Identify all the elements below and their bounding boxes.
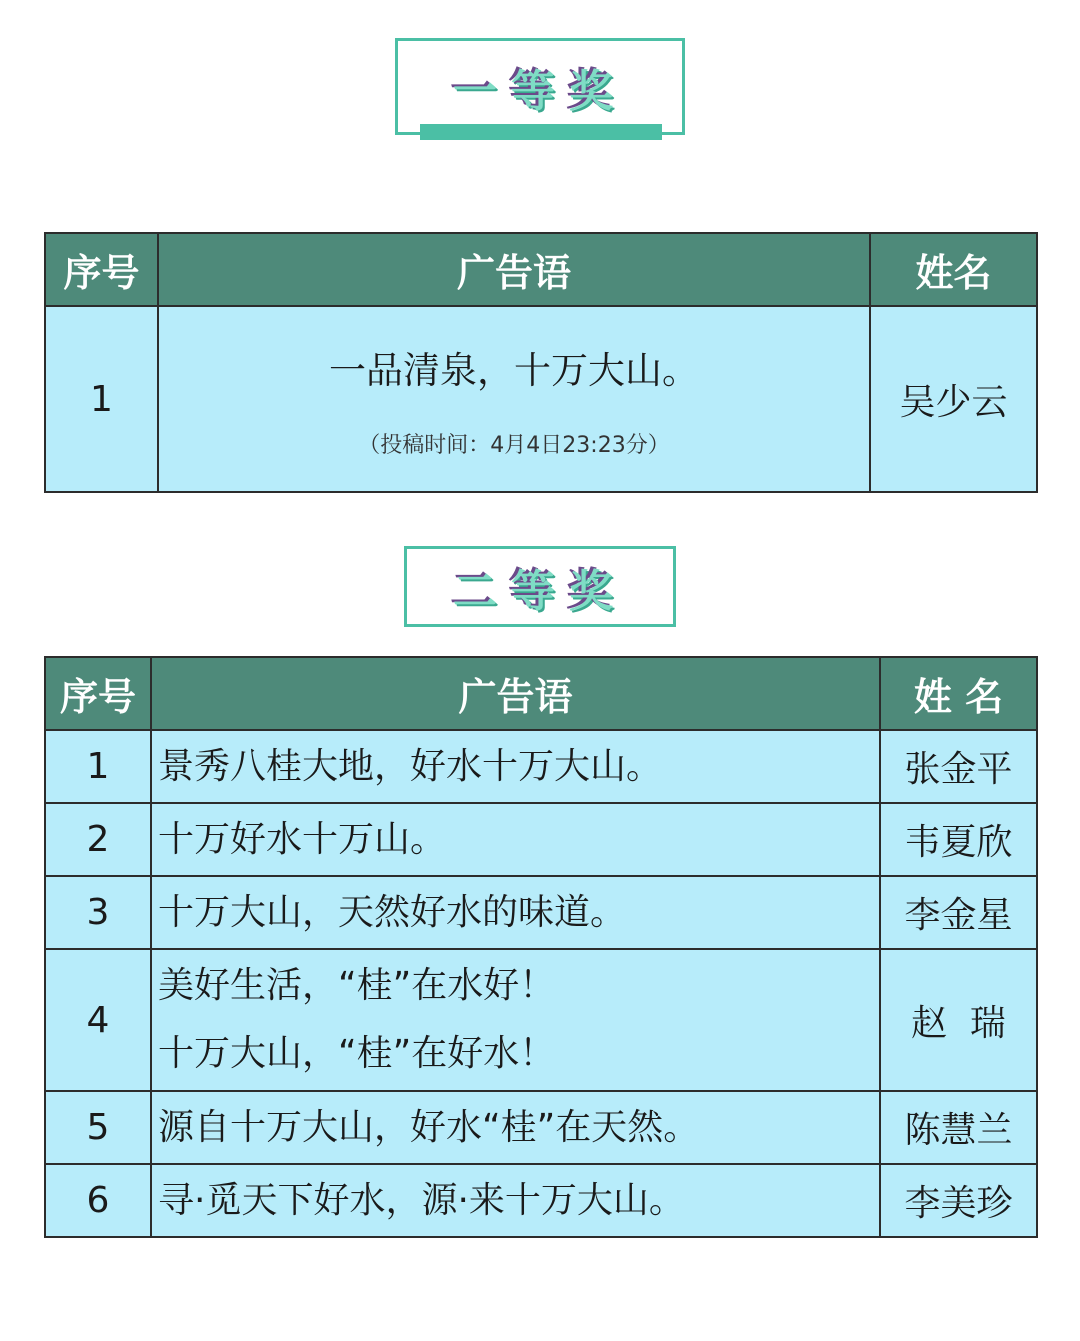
slogan-text: 十万好水十万山。	[158, 818, 447, 860]
row-index: 1	[45, 730, 151, 803]
slogan-text: 一品清泉，十万大山。	[329, 348, 699, 392]
slogan-text: 美好生活，“桂”在水好！	[158, 965, 556, 1006]
first-prize-heading	[395, 38, 685, 135]
row-index: 1	[45, 306, 158, 492]
header-index: 序号	[45, 657, 151, 730]
row-slogan	[151, 803, 880, 876]
row-index: 5	[45, 1091, 151, 1164]
table-row	[45, 1091, 1037, 1164]
row-slogan	[151, 1164, 880, 1237]
row-slogan	[151, 730, 880, 803]
slogan-text: 十万大山，天然好水的味道。	[158, 891, 627, 933]
row-name: 吴少云	[870, 306, 1037, 492]
row-name: 李金星	[880, 876, 1037, 949]
header-name: 姓名	[870, 233, 1037, 306]
submit-time: （投稿时间：4月4日23:23分）	[358, 432, 670, 458]
slogan-text: 寻·觅天下好水，源·来十万大山。	[158, 1179, 685, 1221]
row-slogan	[158, 306, 870, 492]
slogan-text: 源自十万大山，好水“桂”在天然。	[158, 1106, 700, 1148]
header-slogan: 广告语	[158, 233, 870, 306]
table-row	[45, 1164, 1037, 1237]
row-name: 韦夏欣	[880, 803, 1037, 876]
first-prize-title: 一等奖	[453, 65, 627, 117]
header-name: 姓 名	[880, 657, 1037, 730]
row-slogan	[151, 876, 880, 949]
second-prize-title: 二等奖	[453, 565, 627, 617]
row-index: 4	[45, 949, 151, 1091]
second-prize-heading	[404, 546, 676, 627]
row-index: 6	[45, 1164, 151, 1237]
header-index: 序号	[45, 233, 158, 306]
row-index: 2	[45, 803, 151, 876]
row-name: 张金平	[880, 730, 1037, 803]
header-slogan: 广告语	[151, 657, 880, 730]
row-slogan	[151, 949, 880, 1091]
row-slogan	[151, 1091, 880, 1164]
second-prize-table	[44, 656, 1038, 1238]
table-row	[45, 876, 1037, 949]
table-row	[45, 730, 1037, 803]
slogan-text: 十万大山，“桂”在好水！	[158, 1033, 556, 1074]
slogan-text: 景秀八桂大地，好水十万大山。	[158, 745, 663, 787]
table-row	[45, 306, 1037, 492]
row-name: 陈慧兰	[880, 1091, 1037, 1164]
first-prize-underline	[420, 124, 662, 140]
table-row	[45, 949, 1037, 1091]
first-prize-header-row	[45, 233, 1037, 306]
first-prize-table	[44, 232, 1038, 493]
row-name: 李美珍	[880, 1164, 1037, 1237]
table-row	[45, 803, 1037, 876]
second-prize-header-row	[45, 657, 1037, 730]
row-name: 赵 瑞	[880, 949, 1037, 1091]
row-index: 3	[45, 876, 151, 949]
